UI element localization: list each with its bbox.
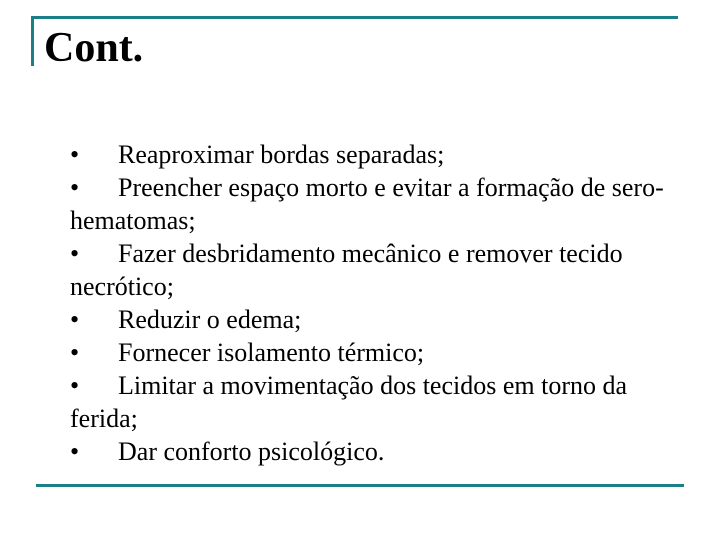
bullet-icon: • bbox=[70, 173, 80, 202]
bullet-icon: • bbox=[70, 371, 80, 400]
item-text: Fornecer isolamento térmico; bbox=[118, 338, 425, 367]
bullet-icon: • bbox=[70, 338, 80, 367]
left-rule bbox=[31, 16, 34, 66]
list-item bbox=[70, 303, 680, 336]
item-text: Reduzir o edema; bbox=[118, 305, 302, 334]
item-text: Preencher espaço morto e evitar a formação de sero-hematomas; bbox=[70, 173, 664, 235]
list-item bbox=[70, 369, 680, 435]
bullet-list bbox=[70, 138, 680, 468]
slide-title: Cont. bbox=[44, 25, 144, 71]
bullet-icon: • bbox=[70, 140, 80, 169]
list-item bbox=[70, 171, 680, 237]
list-item bbox=[70, 435, 680, 468]
item-text: Limitar a movimentação dos tecidos em torno da ferida; bbox=[70, 371, 628, 433]
list-item bbox=[70, 237, 680, 303]
top-rule bbox=[31, 16, 678, 19]
item-text: Reaproximar bordas separadas; bbox=[118, 140, 445, 169]
item-text: Fazer desbridamento mecânico e remover tecido necrótico; bbox=[70, 239, 623, 301]
list-item bbox=[70, 336, 680, 369]
bullet-icon: • bbox=[70, 437, 80, 466]
item-text: Dar conforto psicológico. bbox=[118, 437, 385, 466]
list-item bbox=[70, 138, 680, 171]
bullet-icon: • bbox=[70, 239, 80, 268]
bullet-icon: • bbox=[70, 305, 80, 334]
bottom-rule bbox=[36, 484, 684, 487]
